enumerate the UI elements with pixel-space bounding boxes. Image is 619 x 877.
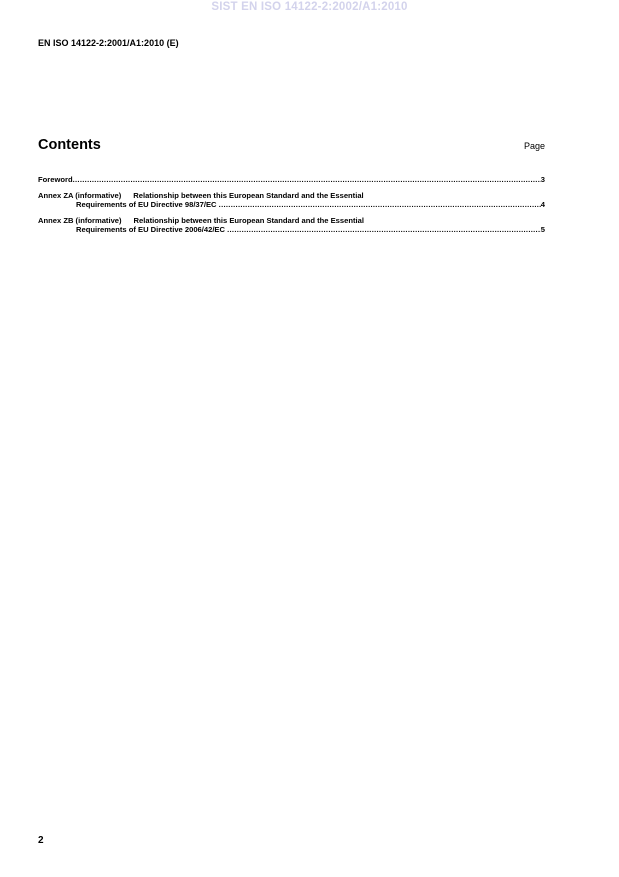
toc-entry-annex-za[interactable] [38,191,545,210]
dot-leader [227,225,541,235]
dot-leader [73,175,541,185]
document-id: EN ISO 14122-2:2001/A1:2010 (E) [38,38,179,48]
contents-heading: Contents [38,137,101,153]
watermark: SIST EN ISO 14122-2:2002/A1:2010 [211,1,408,13]
toc-entry-title-continued[interactable]: Requirements of EU Directive 2006/42/EC [76,225,225,234]
toc-entry-foreword[interactable] [38,175,545,185]
toc-annex-label[interactable]: Annex ZA (informative) [38,190,122,200]
toc-annex-label[interactable]: Annex ZB (informative) [38,215,122,225]
page-number: 2 [38,835,44,846]
table-of-contents [38,175,545,241]
toc-page-number: 3 [540,175,545,184]
page-column-label: Page [523,141,545,151]
toc-entry-title[interactable]: Foreword [38,175,73,184]
toc-page-number: 5 [540,225,545,234]
toc-entry-title-continued[interactable]: Requirements of EU Directive 98/37/EC [76,200,217,209]
toc-page-number: 4 [540,200,545,209]
toc-entry-title[interactable]: Relationship between this European Standard and the Essential [133,190,364,200]
dot-leader [219,200,541,210]
toc-entry-title[interactable]: Relationship between this European Standard and the Essential [133,215,364,225]
toc-entry-annex-zb[interactable] [38,216,545,235]
